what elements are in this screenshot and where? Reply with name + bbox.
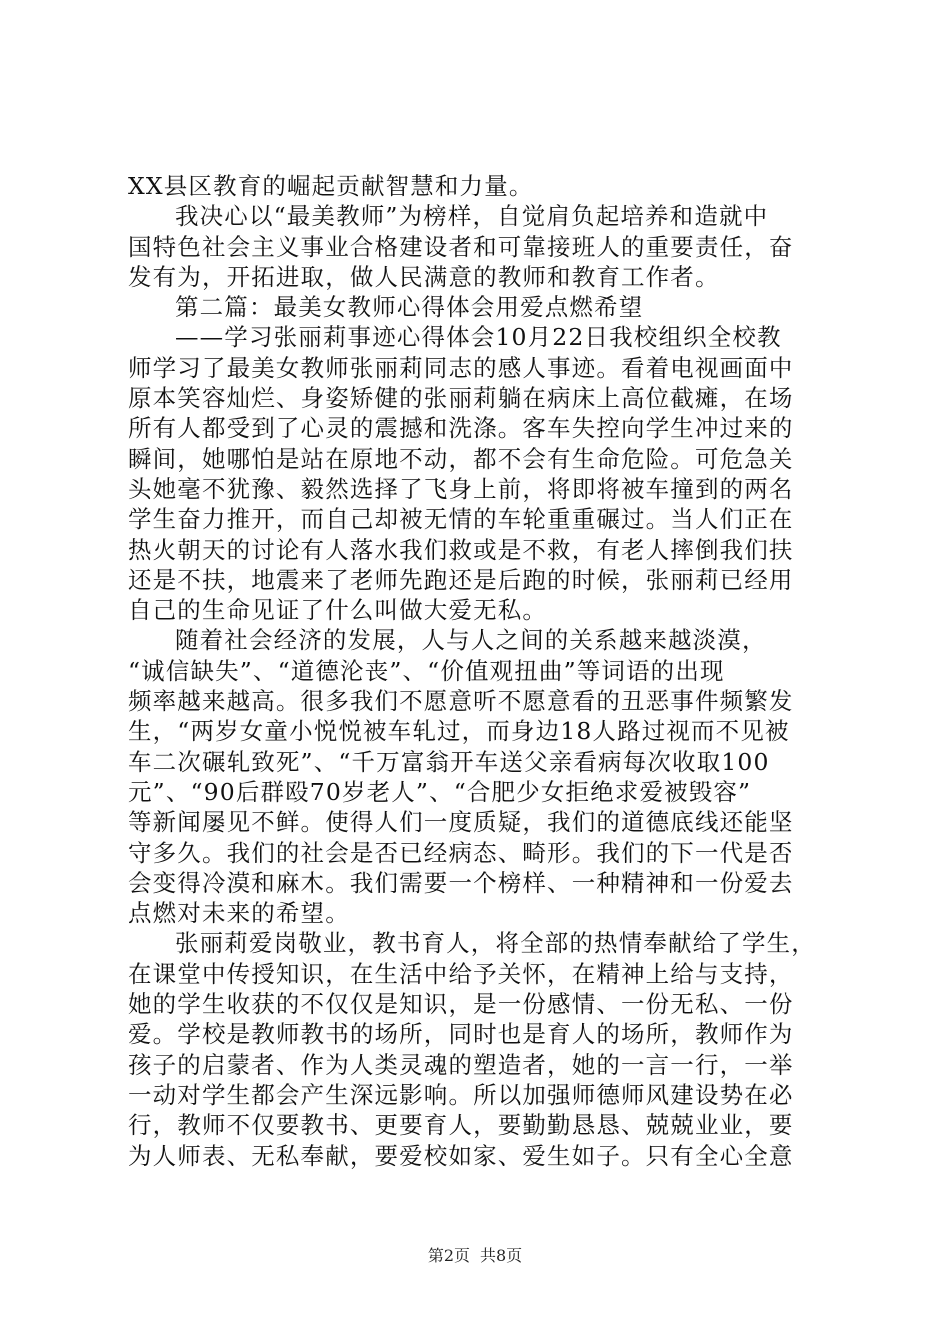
text-line: 学生奋力推开，而自己却被无情的车轮重重碾过。当人们正在	[128, 505, 794, 534]
text-line: 师学习了最美女教师张丽莉同志的感人事迹。看着电视画面中	[128, 353, 794, 382]
text-line: 守多久。我们的社会是否已经病态、畸形。我们的下一代是否	[128, 838, 794, 867]
text-line: 为人师表、无私奉献，要爱校如家、爱生如子。只有全心全意	[128, 1141, 794, 1170]
text-line: 还是不扶，地震来了老师先跑还是后跑的时候，张丽莉已经用	[128, 565, 794, 594]
text-line: 随着社会经济的发展，人与人之间的关系越来越淡漠，	[175, 626, 767, 655]
text-line: 我决心以“最美教师”为榜样，自觉肩负起培养和造就中	[175, 202, 769, 231]
text-line: 会变得冷漠和麻木。我们需要一个榜样、一种精神和一份爱去	[128, 868, 794, 897]
text-line: “诚信缺失”、“道德沦丧”、“价值观扭曲”等词语的出现	[128, 656, 725, 685]
text-line: 元”、“90后群殴70岁老人”、“合肥少女拒绝求爱被毁容”	[128, 777, 752, 806]
text-line: 频率越来越高。很多我们不愿意听不愿意看的丑恶事件频繁发	[128, 687, 794, 716]
page-footer	[0, 1246, 950, 1266]
text-line: 所有人都受到了心灵的震撼和洗涤。客车失控向学生冲过来的	[128, 414, 794, 443]
text-line: 生，“两岁女童小悦悦被车轧过，而身边18人路过视而不见被	[128, 717, 790, 746]
text-line: 张丽莉爱岗敬业，教书育人，将全部的热情奉献给了学生，	[175, 929, 816, 958]
text-line: ——学习张丽莉事迹心得体会10月22日我校组织全校教	[175, 323, 782, 352]
text-line: XX县区教育的崛起贡献智慧和力量。	[128, 172, 534, 200]
text-line: 爱。学校是教师教书的场所，同时也是育人的场所，教师作为	[128, 1020, 794, 1049]
text-line: 车二次碾轧致死”、“千万富翁开车送父亲看病每次收取100	[128, 747, 770, 776]
section-heading: 第二篇：最美女教师心得体会用爱点燃希望	[175, 293, 644, 322]
text-line: 等新闻屡见不鲜。使得人们一度质疑，我们的道德底线还能坚	[128, 808, 794, 837]
text-line: 热火朝天的讨论有人落水我们救或是不救，有老人摔倒我们扶	[128, 535, 794, 564]
text-line: 一动对学生都会产生深远影响。所以加强师德师风建设势在必	[128, 1080, 794, 1109]
body-text	[128, 171, 828, 1171]
text-line: 自己的生命见证了什么叫做大爱无私。	[128, 596, 548, 625]
text-line: 国特色社会主义事业合格建设者和可靠接班人的重要责任，奋	[128, 232, 794, 261]
text-line: 发有为，开拓进取，做人民满意的教师和教育工作者。	[128, 262, 720, 291]
text-line: 她的学生收获的不仅仅是知识，是一份感情、一份无私、一份	[128, 990, 794, 1019]
text-line: 点燃对未来的希望。	[128, 899, 350, 928]
text-line: 原本笑容灿烂、身姿矫健的张丽莉躺在病床上高位截瘫，在场	[128, 384, 794, 413]
text-line: 行，教师不仅要教书、更要育人，要勤勤恳恳、兢兢业业，要	[128, 1111, 794, 1140]
text-line: 孩子的启蒙者、作为人类灵魂的塑造者，她的一言一行，一举	[128, 1050, 794, 1079]
page-total: 共8页	[480, 1246, 523, 1265]
text-line: 在课堂中传授知识，在生活中给予关怀，在精神上给与支持，	[128, 959, 794, 988]
text-line: 头她毫不犹豫、毅然选择了飞身上前，将即将被车撞到的两名	[128, 474, 794, 503]
text-line: 瞬间，她哪怕是站在原地不动，都不会有生命危险。可危急关	[128, 444, 794, 473]
page-number: 第2页	[427, 1246, 470, 1265]
